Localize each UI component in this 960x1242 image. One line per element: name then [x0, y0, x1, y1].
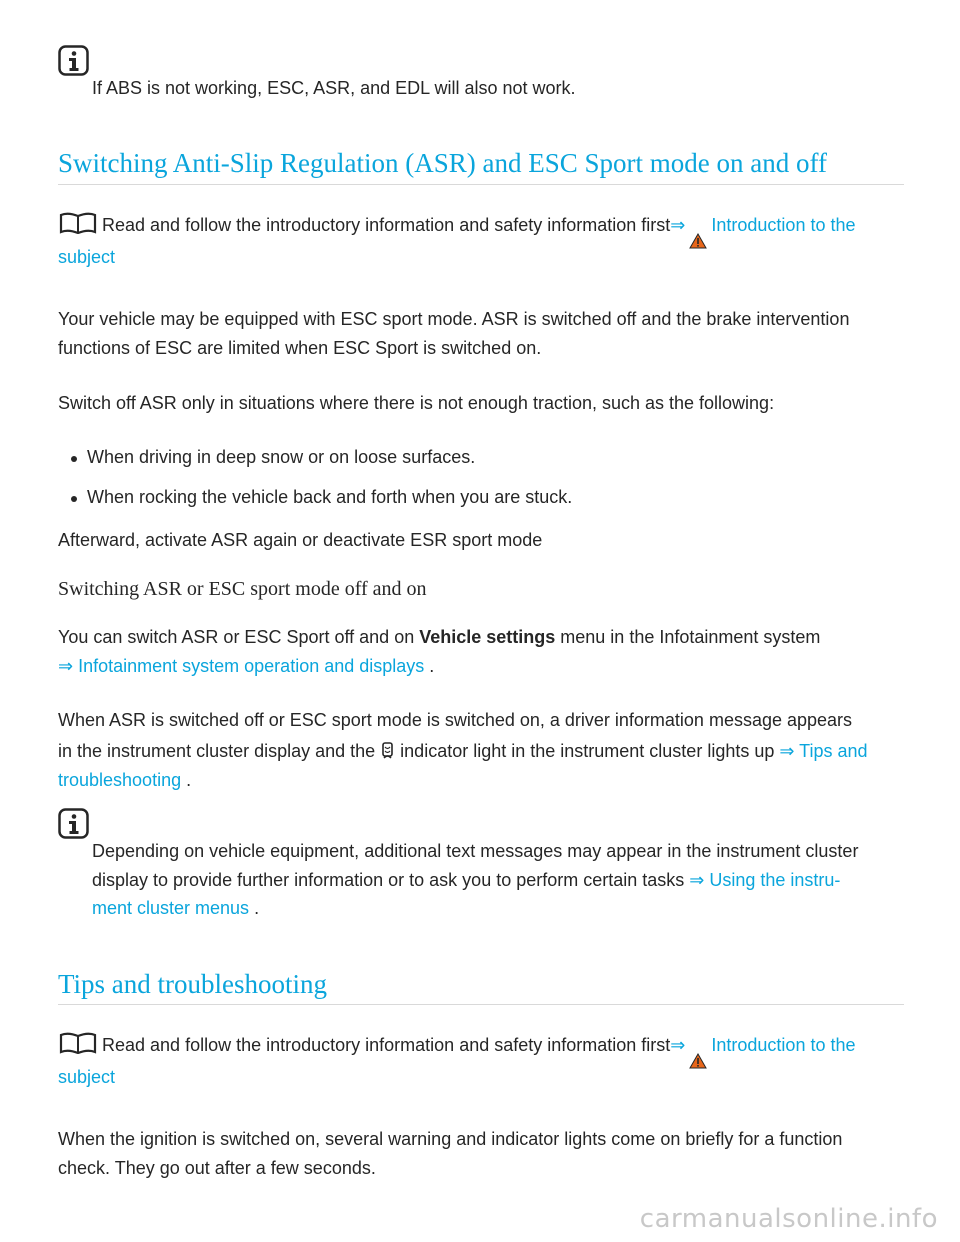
paragraph: When ASR is switched off or ESC sport mode is switched on, a driver information message appears [58, 710, 853, 730]
paragraph: functions of ESC are limited when ESC Sport is switched on. [58, 338, 542, 358]
intro-link-cont[interactable]: subject [58, 1067, 116, 1087]
text: in the instrument cluster display and the [58, 741, 381, 761]
bold-term: Vehicle settings [419, 627, 556, 647]
intro-link[interactable]: Introduction to the [711, 1035, 856, 1055]
esc-indicator-icon [382, 740, 393, 758]
warning-icon [689, 229, 707, 245]
subheading: Switching ASR or ESC sport mode off and on [58, 578, 427, 600]
text: . [181, 770, 192, 790]
heading-divider [58, 184, 904, 185]
intro-link-cont[interactable]: subject [58, 247, 116, 267]
infotainment-link[interactable]: ⇒ Infotainment system operation and displays [58, 656, 425, 676]
book-icon [58, 212, 98, 234]
paragraph-cont [58, 652, 434, 681]
tips-link[interactable]: ⇒ Tips and [779, 741, 868, 761]
book-icon [58, 1032, 98, 1054]
note-text: If ABS is not working, ESC, ASR, and EDL will also not work. [92, 78, 576, 98]
text: You can switch ASR or ESC Sport off and on [58, 627, 420, 647]
intro-link[interactable]: Introduction to the [711, 215, 856, 235]
info-icon [58, 808, 89, 839]
paragraph-cont [58, 737, 868, 766]
paragraph [58, 623, 820, 652]
text: indicator light in the instrument cluster lights up [395, 741, 780, 761]
text: menu in the Infotainment system [555, 627, 821, 647]
text: display to provide further information or to ask you to perform certain tasks [92, 870, 690, 890]
intro-text: Read and follow the introductory information and safety information first [102, 215, 671, 235]
list-item: When rocking the vehicle back and forth when you are stuck. [58, 483, 572, 512]
intro-arrow[interactable]: ⇒ [670, 215, 686, 235]
warning-icon [689, 1049, 707, 1065]
cluster-menus-link[interactable]: ⇒ Using the instru- [689, 870, 841, 890]
paragraph: check. They go out after a few seconds. [58, 1158, 376, 1178]
list-item: When driving in deep snow or on loose surfaces. [58, 443, 572, 472]
note-text-cont [92, 894, 259, 923]
intro-text: Read and follow the introductory information and safety information first [102, 1035, 671, 1055]
section-heading-asr: Switching Anti-Slip Regulation (ASR) and ESC Sport mode on and off [58, 148, 827, 178]
tips-link-cont[interactable]: troubleshooting [58, 770, 182, 790]
watermark: carmanualsonline.info [639, 1204, 938, 1234]
heading-divider [58, 1004, 904, 1005]
text: . [424, 656, 435, 676]
bullet-list [58, 443, 572, 512]
intro-arrow[interactable]: ⇒ [670, 1035, 686, 1055]
intro-line [58, 211, 918, 245]
paragraph: Switch off ASR only in situations where there is not enough traction, such as the following: [58, 393, 775, 413]
paragraph-cont [58, 766, 191, 795]
note-text: Depending on vehicle equipment, additional text messages may appear in the instrument cluster [92, 841, 859, 861]
text: . [249, 898, 260, 918]
cluster-menus-link-cont[interactable]: ment cluster menus [92, 898, 250, 918]
info-icon [58, 45, 89, 76]
paragraph: When the ignition is switched on, several warning and indicator lights come on briefly for a function [58, 1129, 843, 1149]
section-heading-tips: Tips and troubleshooting [58, 969, 328, 999]
paragraph: Your vehicle may be equipped with ESC sport mode. ASR is switched off and the brake intervention [58, 309, 850, 329]
note-text-cont [92, 866, 840, 895]
paragraph: Afterward, activate ASR again or deactivate ESR sport mode [58, 530, 543, 550]
intro-line [58, 1031, 918, 1065]
